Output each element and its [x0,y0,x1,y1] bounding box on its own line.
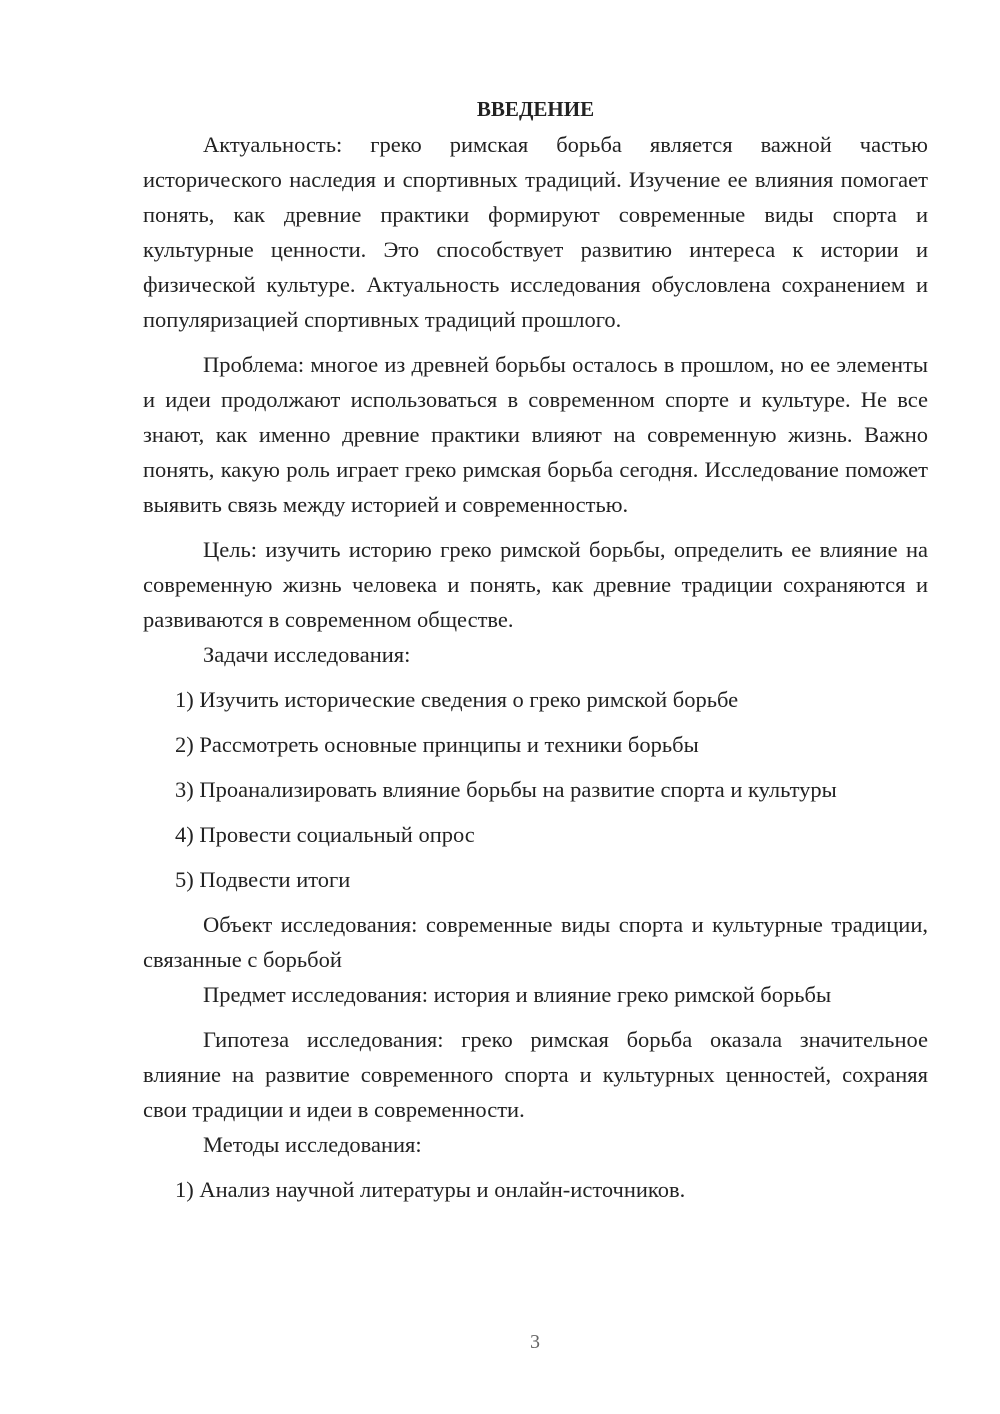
hypothesis-paragraph: Гипотеза исследования: греко римская борьба оказала значительное влияние на развитие современного спорта и культурных ценностей, сохраняя свои традиции и идеи в современности. [143,1027,928,1122]
document-page [143,92,928,1207]
goal-paragraph: Цель: изучить историю греко римской борьбы, определить ее влияние на современную жизнь человека и понять, как древние традиции сохраняются и развиваются в современном обществе. [143,537,928,632]
task-item: 2) Рассмотреть основные принципы и техники борьбы [175,732,699,757]
task-item: 3) Проанализировать влияние борьбы на развитие спорта и культуры [175,777,837,802]
task-item: 1) Изучить исторические сведения о греко римской борьбе [175,687,739,712]
object-paragraph: Объект исследования: современные виды спорта и культурные традиции, связанные с борьбой [143,912,928,972]
problem-paragraph: Проблема: многое из древней борьбы осталось в прошлом, но ее элементы и идеи продолжают использоваться в современном спорте и культуре. Не все знают, как именно древние практики влияют на современную жизнь. Важно понять, какую роль играет греко римская борьба сегодня. Исследование поможет выявить связь между историей и современностью. [143,352,928,517]
page-number: 3 [530,1331,540,1353]
methods-heading: Методы исследования: [203,1132,422,1157]
task-item: 4) Провести социальный опрос [175,822,475,847]
subject-paragraph: Предмет исследования: история и влияние греко римской борьбы [203,982,832,1007]
tasks-heading: Задачи исследования: [203,642,411,667]
section-title: ВВЕДЕНИЕ [476,97,595,121]
relevance-paragraph: Актуальность: греко римская борьба является важной частью исторического наследия и спортивных традиций. Изучение ее влияния помогает понять, как древние практики формируют современные виды спорта и культурные ценности. Это способствует развитию интереса к истории и физической культуре. Актуальность исследования обусловлена сохранением и популяризацией спортивных традиций прошлого. [143,132,928,332]
method-item: 1) Анализ научной литературы и онлайн-источников. [175,1177,686,1202]
task-item: 5) Подвести итоги [175,867,351,892]
